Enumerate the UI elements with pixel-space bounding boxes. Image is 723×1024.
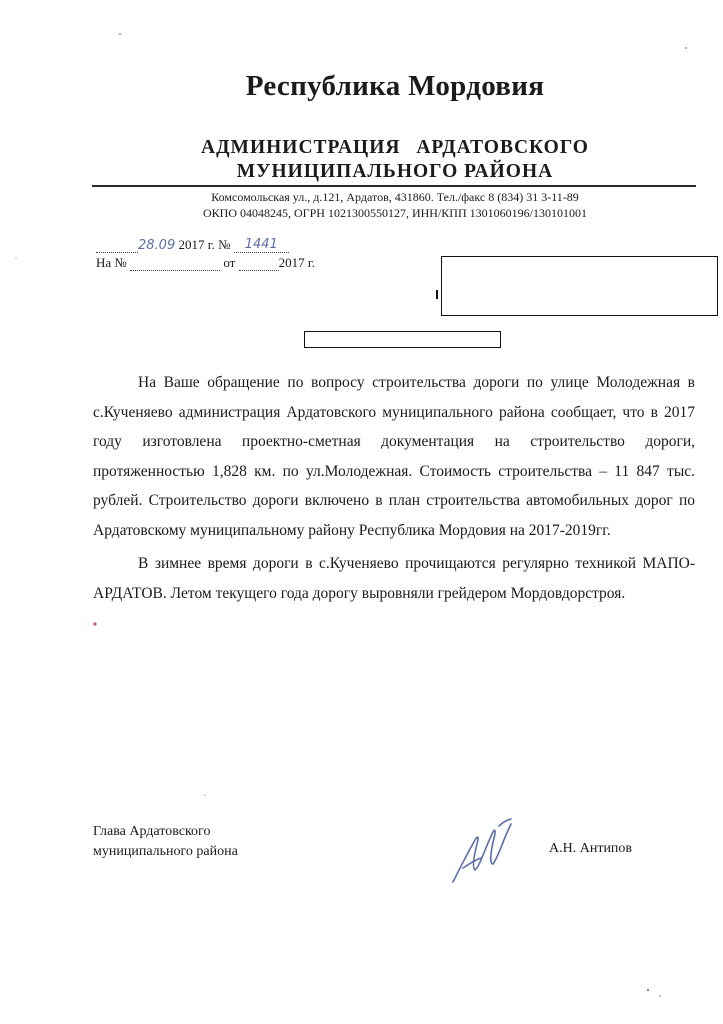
signatory-name: А.Н. Антипов [549, 841, 633, 856]
reply-from: от [223, 255, 236, 270]
administration-line-2: МУНИЦИПАЛЬНОГО РАЙОНА [236, 161, 554, 182]
registry-codes: ОКПО 04048245, ОГРН 1021300550127, ИНН/КПП 1301060196/130101001 [203, 206, 587, 220]
outgoing-date: 28.09 [138, 238, 176, 253]
number-sign: № [218, 237, 231, 252]
outgoing-year: 2017 г. [178, 237, 215, 252]
outgoing-number: 1441 [244, 237, 278, 252]
body-paragraph-1: На Ваше обращение по вопросу строительства дороги по улице Молодежная в с.Кученяево администрация Ардатовского муниципального района сообщает, что в 2017 году изготовлена проектно-сметная документация на строительство дороги, протяженностью 1,828 км. по ул.Молодежная. Стоимость строительства – 11 847 тыс. рублей. Строительство дороги включено в план строительства автомобильных дорог по Ардатовскому муниципальному району Республика Мордовия на 2017-2019гг. [93, 374, 695, 539]
address-line: Комсомольская ул., д.121, Ардатов, 431860. Тел./факс 8 (834) 31 3-11-89 [211, 190, 579, 204]
administration-line-1: АДМИНИСТРАЦИЯ АРДАТОВСКОГО [201, 137, 589, 158]
signatory-title-line-2: муниципального района [93, 844, 238, 859]
republic-title: Республика Мордовия [245, 70, 545, 102]
signatory-title-line-1: Глава Ардатовского [93, 824, 211, 839]
reply-year: 2017 г. [278, 255, 315, 270]
reply-prefix: На № [96, 255, 127, 270]
body-paragraph-2: В зимнее время дороги в с.Кученяево прочищаются регулярно техникой МАПО-АРДАТОВ. Летом текущего года дорогу выровняли грейдером Мордовдорстроя. [93, 555, 695, 602]
